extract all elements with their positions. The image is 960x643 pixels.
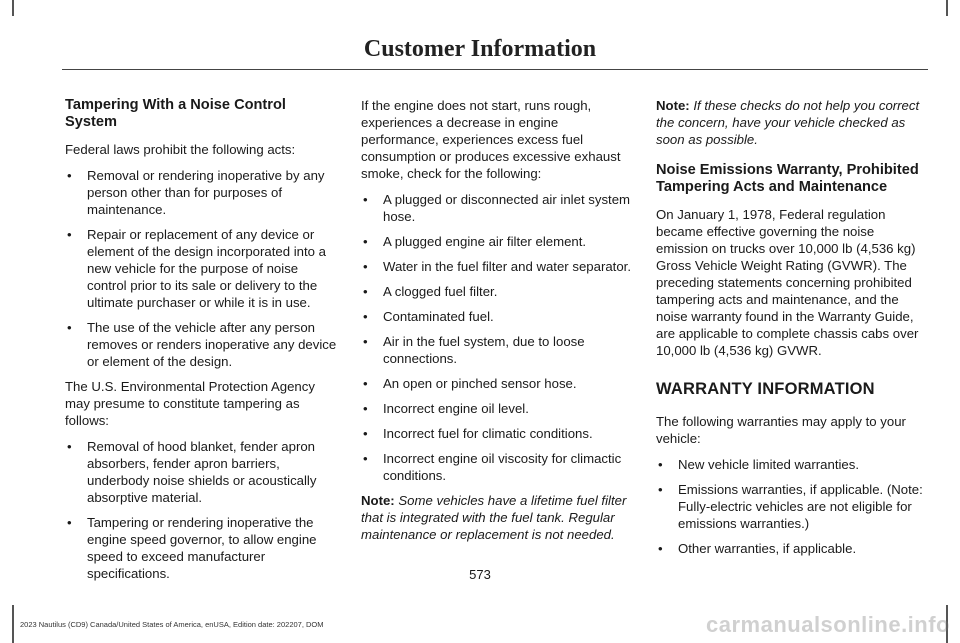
note-text: If these checks do not help you correct the concern, have your vehicle checked as soon as possible. [656, 98, 920, 147]
column-right [656, 97, 928, 565]
section-heading-tampering: Tampering With a Noise Control System [65, 97, 286, 130]
paragraph: Federal laws prohibit the following acts: [65, 142, 296, 157]
header-rule [62, 69, 928, 70]
paragraph: On January 1, 1978, Federal regulation became effective governing the noise emission on trucks over 10,000 lb (4,536 kg) Gross Vehicle Weight Rating (GVWR). The preceding statements concerning prohibited tampering acts and maintenance, and the noise warranty found in the Warranty Guide, are applicable to complete chassis cabs over 10,000 lb (4,536 kg) GVWR. [656, 207, 919, 358]
note-label: Note: [361, 493, 395, 508]
list-item: • An open or pinched sensor hose. [361, 375, 633, 392]
list-item: • A clogged fuel filter. [361, 283, 633, 300]
list-item: • The use of the vehicle after any person removes or renders inoperative any device or element of the design. [65, 319, 337, 370]
list-item: • Water in the fuel filter and water separator. [361, 258, 633, 275]
column-middle [361, 97, 633, 552]
page-number: 573 [469, 567, 491, 582]
bullet-list [656, 456, 928, 557]
note [361, 492, 633, 543]
list-item: • Repair or replacement of any device or element of the design incorporated into a new vehicle for the purpose of noise control prior to its sale or delivery to the ultimate purchaser or while it is in use. [65, 226, 337, 311]
paragraph: The U.S. Environmental Protection Agency may presume to constitute tampering as follows: [65, 379, 315, 428]
bullet-list [65, 438, 337, 582]
footer-edition-info: 2023 Nautilus (CD9) Canada/United States of America, enUSA, Edition date: 202207, DOM [20, 620, 324, 629]
list-item: • Other warranties, if applicable. [656, 540, 928, 557]
list-item: • A plugged engine air filter element. [361, 233, 633, 250]
list-item: • Air in the fuel system, due to loose connections. [361, 333, 633, 367]
watermark: carmanualsonline.info [706, 612, 950, 637]
list-item: • Emissions warranties, if applicable. (Note: Fully-electric vehicles are not eligible for emissions warranties.) [656, 481, 928, 532]
section-heading-warranty-information: WARRANTY INFORMATION [656, 380, 875, 398]
crop-mark-top-right [946, 0, 960, 16]
list-item: • Incorrect engine oil viscosity for climactic conditions. [361, 450, 633, 484]
list-item: • New vehicle limited warranties. [656, 456, 928, 473]
list-item: • Incorrect engine oil level. [361, 400, 633, 417]
crop-mark-bottom-left [0, 605, 14, 643]
paragraph: The following warranties may apply to your vehicle: [656, 414, 906, 446]
list-item: • Tampering or rendering inoperative the engine speed governor, to allow engine speed to exceed manufacturer specifications. [65, 514, 337, 582]
list-item: • Removal of hood blanket, fender apron absorbers, fender apron barriers, underbody noise shields or acoustically absorptive material. [65, 438, 337, 506]
column-left [65, 97, 337, 590]
paragraph: If the engine does not start, runs rough, experiences a decrease in engine performance, experiences excess fuel consumption or produces excessive exhaust smoke, check for the following: [361, 98, 621, 181]
list-item: • Contaminated fuel. [361, 308, 633, 325]
bullet-list [65, 167, 337, 370]
note-text: Some vehicles have a lifetime fuel filter that is integrated with the fuel tank. Regular maintenance or replacement is not needed. [361, 493, 627, 542]
list-item: • Removal or rendering inoperative by any person other than for purposes of maintenance. [65, 167, 337, 218]
crop-mark-top-left [0, 0, 14, 16]
note-label: Note: [656, 98, 690, 113]
note [656, 97, 928, 148]
section-heading-noise-warranty: Noise Emissions Warranty, Prohibited Tampering Acts and Maintenance [656, 162, 919, 195]
bullet-list [361, 191, 633, 484]
page-header-title: Customer Information [363, 36, 597, 62]
list-item: • Incorrect fuel for climatic conditions. [361, 425, 633, 442]
list-item: • A plugged or disconnected air inlet system hose. [361, 191, 633, 225]
